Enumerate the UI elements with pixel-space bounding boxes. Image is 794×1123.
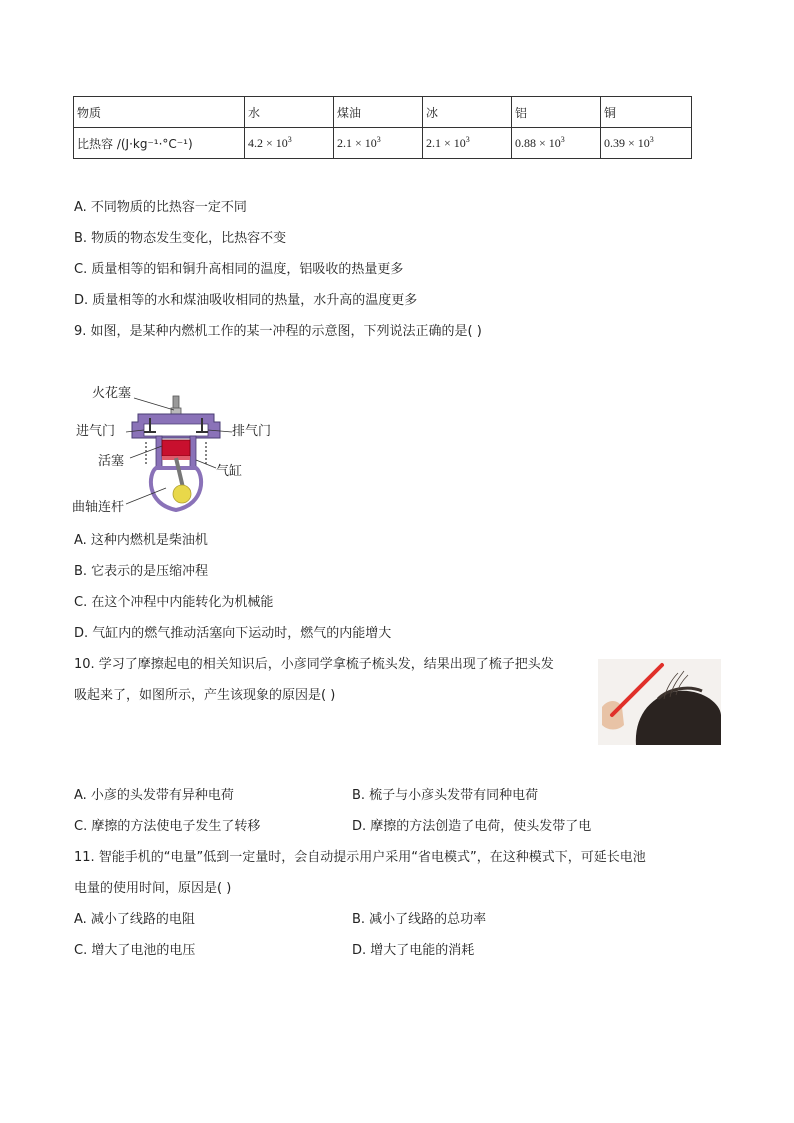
- specific-heat-table: [73, 96, 692, 159]
- table-cell: $0.39 \times 10^3$: [601, 128, 692, 159]
- q8-option-d: D. 质量相等的水和煤油吸收相同的热量，水升高的温度更多: [74, 293, 418, 308]
- q11-option-c: C. 增大了电池的电压: [74, 943, 196, 958]
- table-row-label: 比热容 /(J·kg⁻¹·°C⁻¹): [74, 128, 245, 159]
- table-cell: $0.88 \times 10^3$: [512, 128, 601, 159]
- q10-stem-line1: 10. 学习了摩擦起电的相关知识后，小彦同学拿梳子梳头发，结果出现了梳子把头发: [74, 657, 554, 672]
- q11-option-b: B. 减小了线路的总功率: [352, 912, 487, 927]
- table-header-cell: 煤油: [334, 97, 423, 128]
- q11-option-d: D. 增大了电能的消耗: [352, 943, 475, 958]
- table-header-row: [74, 97, 692, 128]
- q11-option-a: A. 减小了线路的电阻: [74, 912, 195, 927]
- q9-option-c: C. 在这个冲程中内能转化为机械能: [74, 595, 274, 610]
- q8-option-b: B. 物质的物态发生变化，比热容不变: [74, 231, 287, 246]
- q9-option-a: A. 这种内燃机是柴油机: [74, 533, 208, 548]
- comb-hair-image: [598, 659, 721, 745]
- label-exhaust-valve: 排气门: [232, 424, 272, 439]
- label-intake-valve: 进气门: [76, 424, 116, 439]
- q10-stem-line2: 吸起来了，如图所示，产生该现象的原因是( ): [74, 688, 336, 703]
- q8-option-a: A. 不同物质的比热容一定不同: [74, 200, 247, 215]
- q8-option-c: C. 质量相等的铝和铜升高相同的温度，铝吸收的热量更多: [74, 262, 404, 277]
- label-cylinder: 气缸: [216, 464, 243, 479]
- label-spark-plug: 火花塞: [92, 386, 132, 401]
- label-piston: 活塞: [98, 454, 125, 469]
- q10-option-d: D. 摩擦的方法创造了电荷，使头发带了电: [352, 819, 592, 834]
- table-header-cell: 冰: [423, 97, 512, 128]
- q10-option-c: C. 摩擦的方法使电子发生了转移: [74, 819, 261, 834]
- q10-option-b: B. 梳子与小彦头发带有同种电荷: [352, 788, 539, 803]
- label-crankshaft: 曲轴连杆: [72, 500, 125, 515]
- q10-option-a: A. 小彦的头发带有异种电荷: [74, 788, 234, 803]
- q11-stem-line1: 11. 智能手机的“电量”低到一定量时，会自动提示用户采用“省电模式”，在这种模式下，可延长电池: [74, 850, 646, 865]
- table-header-cell: 物质: [74, 97, 245, 128]
- q9-stem: 9. 如图，是某种内燃机工作的某一冲程的示意图，下列说法正确的是( ): [74, 324, 482, 339]
- table-cell: $4.2 \times 10^3$: [245, 128, 334, 159]
- q11-stem-line2: 电量的使用时间，原因是( ): [74, 881, 232, 896]
- engine-diagram: [70, 380, 290, 520]
- comb-hair-photo: [598, 659, 721, 745]
- table-header-cell: 水: [245, 97, 334, 128]
- table-row: [74, 128, 692, 159]
- table-header-cell: 铜: [601, 97, 692, 128]
- q9-option-d: D. 气缸内的燃气推动活塞向下运动时，燃气的内能增大: [74, 626, 392, 641]
- table-cell: $2.1 \times 10^3$: [334, 128, 423, 159]
- table-cell: $2.1 \times 10^3$: [423, 128, 512, 159]
- q9-option-b: B. 它表示的是压缩冲程: [74, 564, 209, 579]
- table-header-cell: 铝: [512, 97, 601, 128]
